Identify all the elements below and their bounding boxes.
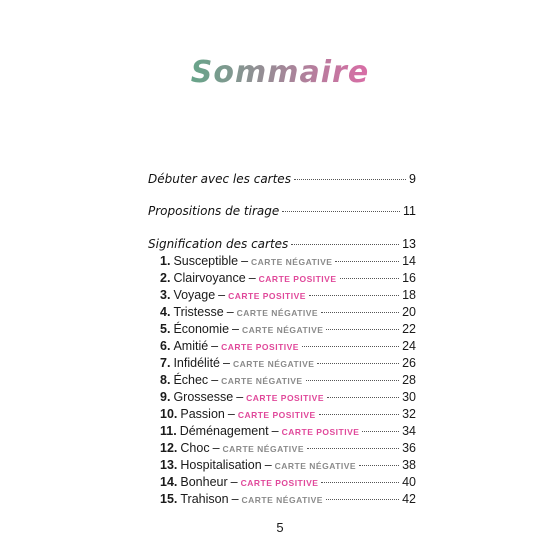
toc-entry[interactable] xyxy=(160,390,416,404)
section-page: 9 xyxy=(409,172,416,186)
entry-name: Hospitalisation xyxy=(180,458,262,472)
leader-dots xyxy=(326,499,399,500)
section-label: Propositions de tirage xyxy=(148,204,280,218)
entry-number: 12. xyxy=(160,441,178,455)
leader-dots xyxy=(306,380,399,381)
toc-entry[interactable] xyxy=(160,492,416,506)
card-type-tag: CARTE NÉGATIVE xyxy=(222,444,304,454)
entry-name: Amitié xyxy=(173,339,209,353)
card-type-tag: CARTE NÉGATIVE xyxy=(241,495,323,505)
entry-separator: – xyxy=(227,407,235,421)
entry-name: Déménagement xyxy=(179,424,269,438)
page-title: Sommaire xyxy=(0,55,560,90)
section-page: 11 xyxy=(403,204,416,218)
entry-name: Susceptible xyxy=(173,254,239,268)
entry-page: 34 xyxy=(402,424,416,438)
card-type-tag: CARTE NÉGATIVE xyxy=(236,308,319,318)
toc-entry[interactable] xyxy=(160,407,416,421)
entry-separator: – xyxy=(226,305,234,319)
entry-separator: – xyxy=(248,271,256,285)
entry-name: Tristesse xyxy=(173,305,224,319)
toc-entry[interactable] xyxy=(160,288,416,302)
leader-dots xyxy=(307,448,399,449)
entry-number: 3. xyxy=(160,288,171,302)
entry-separator: – xyxy=(231,492,239,506)
card-type-tag: CARTE NÉGATIVE xyxy=(232,359,315,369)
card-type-tag: CARTE POSITIVE xyxy=(228,291,306,301)
leader-dots xyxy=(327,397,399,398)
card-type-tag: CARTE POSITIVE xyxy=(281,427,360,437)
leader-dots xyxy=(321,312,399,313)
leader-dots xyxy=(302,346,399,347)
entry-name: Grossesse xyxy=(173,390,234,404)
entry-separator: – xyxy=(211,339,219,353)
entry-page: 14 xyxy=(402,254,416,268)
toc-entry[interactable] xyxy=(160,322,416,336)
entry-number: 15. xyxy=(160,492,178,506)
page-number: 5 xyxy=(276,520,284,535)
entry-number: 9. xyxy=(160,390,171,404)
leader-dots xyxy=(282,211,400,212)
entry-number: 4. xyxy=(160,305,171,319)
entry-page: 24 xyxy=(402,339,416,353)
entry-number: 2. xyxy=(160,271,171,285)
entry-page: 30 xyxy=(402,390,416,404)
leader-dots xyxy=(317,363,399,364)
entry-separator: – xyxy=(223,356,230,370)
entry-number: 7. xyxy=(160,356,171,370)
entry-page: 38 xyxy=(402,458,416,472)
entry-page: 28 xyxy=(402,373,416,387)
entry-separator: – xyxy=(271,424,279,438)
toc-entry[interactable] xyxy=(160,441,416,455)
toc-entry[interactable] xyxy=(160,254,416,268)
toc-entry[interactable] xyxy=(160,271,416,285)
entry-separator: – xyxy=(232,322,239,336)
entry-number: 5. xyxy=(160,322,171,336)
toc-entry[interactable] xyxy=(160,305,416,319)
entry-number: 6. xyxy=(160,339,171,353)
entry-number: 8. xyxy=(160,373,171,387)
entry-page: 18 xyxy=(402,288,416,302)
leader-dots xyxy=(362,431,399,432)
leader-dots xyxy=(294,179,406,180)
leader-dots xyxy=(309,295,399,296)
leader-dots xyxy=(291,244,399,245)
entry-name: Échec xyxy=(173,373,209,387)
entry-number: 13. xyxy=(160,458,178,472)
entry-number: 1. xyxy=(160,254,171,268)
entry-separator: – xyxy=(230,475,238,489)
toc-entry[interactable] xyxy=(160,339,416,353)
card-type-tag: CARTE POSITIVE xyxy=(246,393,324,403)
toc-entry[interactable] xyxy=(160,424,416,438)
entry-separator: – xyxy=(236,390,244,404)
card-type-tag: CARTE POSITIVE xyxy=(237,410,316,420)
entry-number: 14. xyxy=(160,475,178,489)
entry-separator: – xyxy=(241,254,249,268)
entry-separator: – xyxy=(211,373,219,387)
toc-entry[interactable] xyxy=(160,458,416,472)
entry-name: Économie xyxy=(173,322,230,336)
entry-number: 10. xyxy=(160,407,178,421)
card-type-tag: CARTE POSITIVE xyxy=(240,478,319,488)
leader-dots xyxy=(340,278,400,279)
toc-entry[interactable] xyxy=(160,475,416,489)
entry-page: 20 xyxy=(402,305,416,319)
entry-name: Infidélité xyxy=(173,356,220,370)
leader-dots xyxy=(326,329,399,330)
entry-page: 22 xyxy=(402,322,416,336)
entry-page: 16 xyxy=(402,271,416,285)
section-label: Débuter avec les cartes xyxy=(148,172,291,186)
entry-name: Trahison xyxy=(180,492,229,506)
entry-name: Clairvoyance xyxy=(173,271,246,285)
entry-name: Choc xyxy=(180,441,210,455)
entry-page: 32 xyxy=(402,407,416,421)
entry-name: Voyage xyxy=(173,288,216,302)
entry-separator: – xyxy=(218,288,226,302)
entry-number: 11. xyxy=(160,424,177,438)
leader-dots xyxy=(335,261,399,262)
card-type-tag: CARTE NÉGATIVE xyxy=(274,461,357,471)
entry-page: 26 xyxy=(402,356,416,370)
toc-section-propositions[interactable] xyxy=(148,204,416,218)
entry-separator: – xyxy=(212,441,220,455)
toc-section-debuter[interactable] xyxy=(148,172,416,186)
toc-entry[interactable] xyxy=(160,356,416,370)
entry-name: Bonheur xyxy=(180,475,228,489)
card-type-tag: CARTE NÉGATIVE xyxy=(251,257,333,267)
leader-dots xyxy=(319,414,399,415)
card-type-tag: CARTE POSITIVE xyxy=(221,342,299,352)
toc-section-signification[interactable] xyxy=(148,237,416,251)
section-page: 13 xyxy=(402,237,416,251)
toc-entry[interactable] xyxy=(160,373,416,387)
card-type-tag: CARTE NÉGATIVE xyxy=(241,325,324,335)
card-type-tag: CARTE POSITIVE xyxy=(258,274,337,284)
entry-name: Passion xyxy=(180,407,225,421)
entry-page: 40 xyxy=(402,475,416,489)
entry-page: 36 xyxy=(402,441,416,455)
card-type-tag: CARTE NÉGATIVE xyxy=(221,376,303,386)
entry-separator: – xyxy=(264,458,272,472)
leader-dots xyxy=(321,482,399,483)
leader-dots xyxy=(359,465,399,466)
section-label: Signification des cartes xyxy=(148,237,289,251)
entry-page: 42 xyxy=(402,492,416,506)
